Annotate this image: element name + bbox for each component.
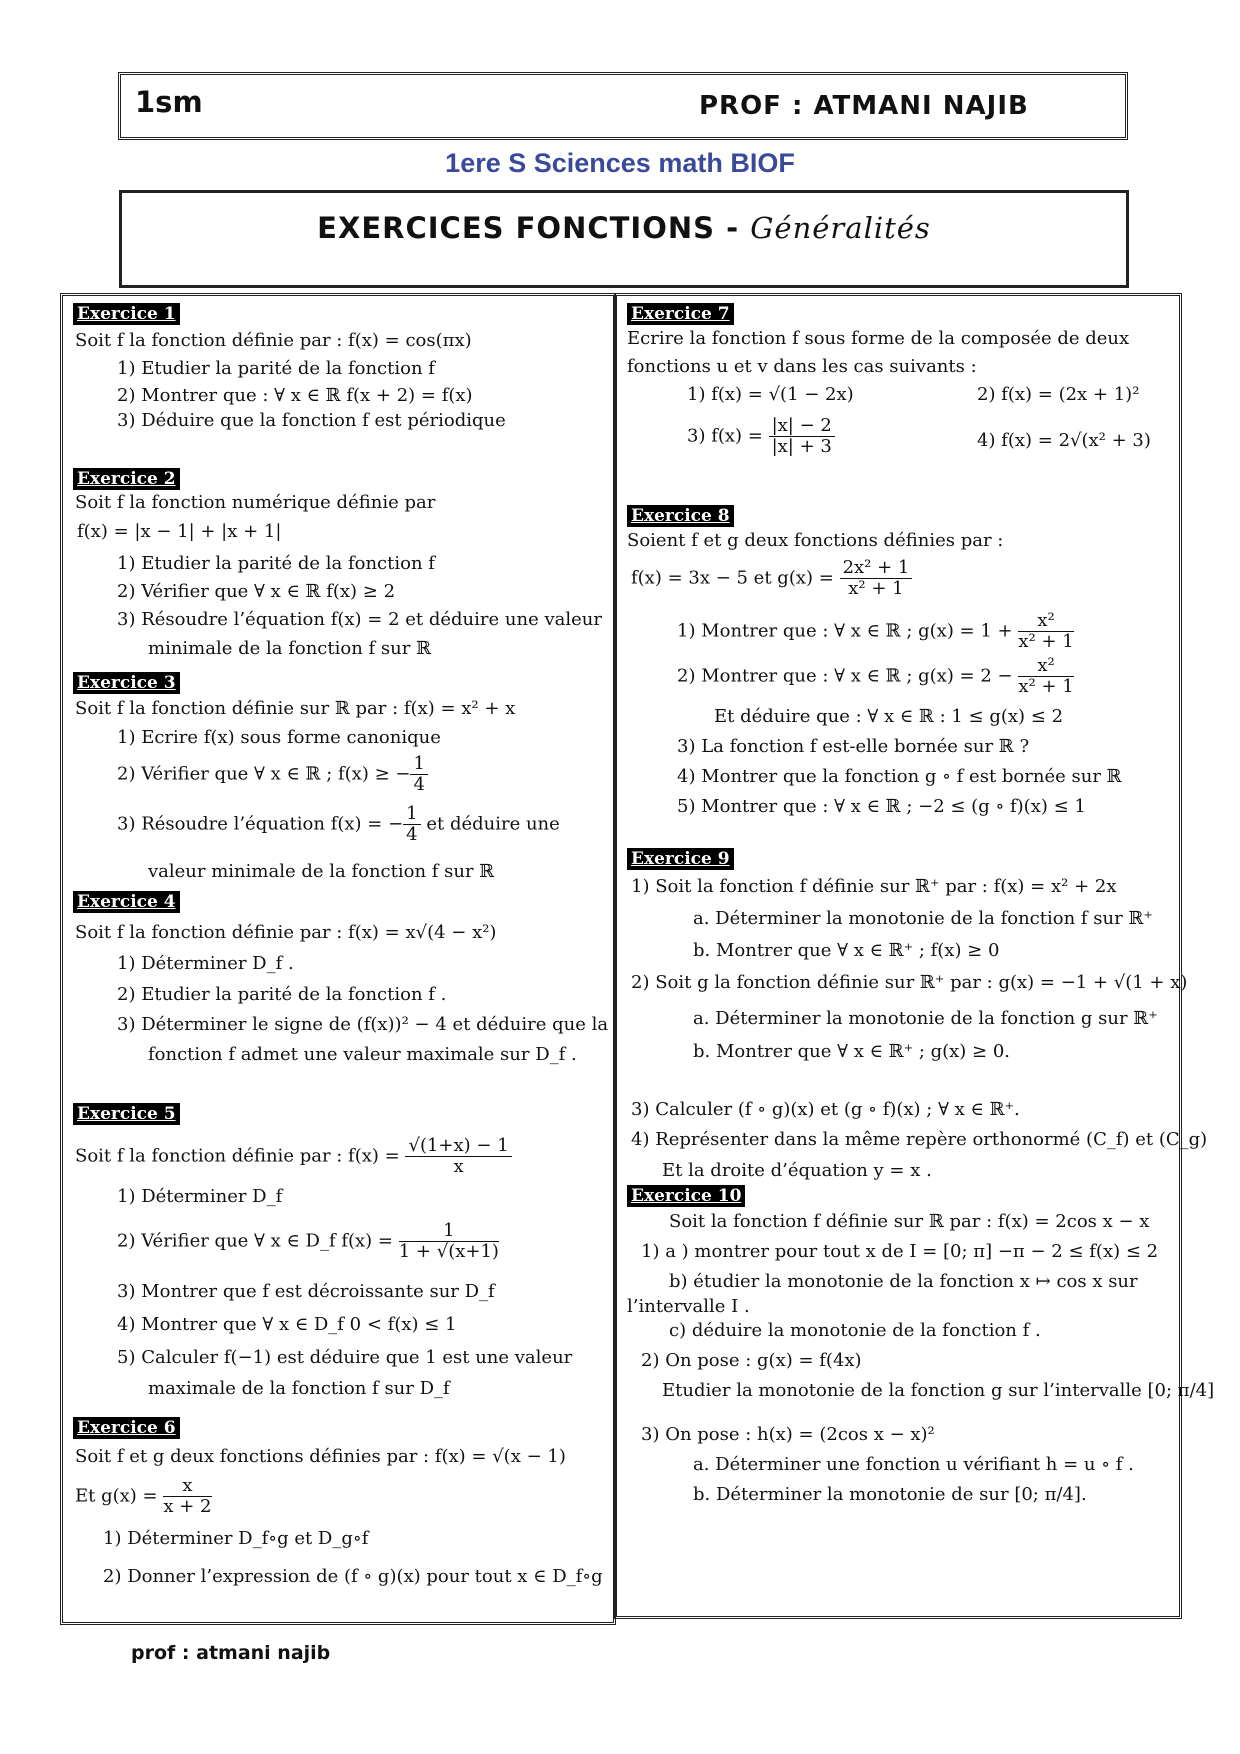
- exercise-3-heading: Exercice 3: [73, 672, 180, 694]
- ex9-part2-a: a. Déterminer la monotonie de la fonction g sur ℝ⁺: [693, 1008, 1158, 1029]
- exercise-2-heading: Exercice 2: [73, 468, 180, 490]
- footer-author: prof : atmani najib: [131, 1642, 331, 1664]
- teacher-name: PROF : ATMANI NAJIB: [699, 91, 1029, 121]
- ex8-statement: Soient f et g deux fonctions définies par :: [627, 530, 1004, 551]
- ex5-q5-cont: maximale de la fonction f sur D_f: [148, 1378, 450, 1399]
- ex7-case4: 4) f(x) = 2√(x² + 3): [977, 430, 1151, 451]
- ex10-statement: Soit la fonction f définie sur ℝ par : f(x) = 2cos x − x: [669, 1211, 1150, 1232]
- fraction: $\frac{\text{x²}}{\text{x² + 1}}$: [1018, 610, 1074, 652]
- ex5-q1: 1) Déterminer D_f: [117, 1186, 283, 1207]
- ex2-function: f(x) = |x − 1| + |x + 1|: [77, 521, 282, 542]
- fraction: $\frac{x}{x + 2}$: [163, 1475, 212, 1517]
- ex7-case1: 1) f(x) = √(1 − 2x): [687, 384, 854, 405]
- ex8-q1: 1) Montrer que : ∀ x ∈ ℝ ; g(x) = 1 + $\frac{\text{x²}}{\text{x² + 1}}$: [677, 610, 1074, 652]
- right-column: [614, 293, 1215, 1619]
- ex10-q3a: a. Déterminer une fonction u vérifiant h = u ∘ f .: [693, 1454, 1134, 1475]
- exercise-8-heading: Exercice 8: [627, 505, 734, 527]
- title-box: [119, 190, 1129, 288]
- ex7-statement-cont: fonctions u et v dans les cas suivants :: [627, 356, 977, 377]
- ex5-q2: 2) Vérifier que ∀ x ∈ D_f f(x) = $\frac{1}{1 + √(x+1)}$: [117, 1220, 499, 1262]
- header-box: [118, 72, 1128, 140]
- fraction: $\frac{1}{4}$: [410, 754, 427, 795]
- exercise-1-heading: Exercice 1: [73, 303, 180, 325]
- ex10-q1b-cont: l’intervalle I .: [627, 1296, 750, 1317]
- ex2-statement: Soit f la fonction numérique définie par: [75, 492, 436, 513]
- exercise-7-heading: Exercice 7: [627, 303, 734, 325]
- ex3-statement: Soit f la fonction définie sur ℝ par : f(x) = x² + x: [75, 698, 516, 719]
- ex2-q1: 1) Etudier la parité de la fonction f: [117, 553, 435, 574]
- ex4-q3: 3) Déterminer le signe de (f(x))² − 4 et déduire que la: [117, 1014, 609, 1035]
- ex3-q2: 2) Vérifier que ∀ x ∈ ℝ ; f(x) ≥ − $\frac{1}{4}$: [117, 754, 428, 795]
- ex9-part1-b: b. Montrer que ∀ x ∈ ℝ⁺ ; f(x) ≥ 0: [693, 940, 1000, 961]
- ex9-part4-cont: Et la droite d’équation y = x .: [662, 1160, 932, 1181]
- ex6-q2: 2) Donner l’expression de (f ∘ g)(x) pour tout x ∈ D_f∘g: [103, 1566, 603, 1587]
- ex4-q2: 2) Etudier la parité de la fonction f .: [117, 984, 447, 1005]
- exercise-6-heading: Exercice 6: [73, 1417, 180, 1439]
- ex9-part4: 4) Représenter dans la même repère orthonormé (C_f) et (C_g): [631, 1129, 1208, 1150]
- ex10-q3b: b. Déterminer la monotonie de sur [0; π/4].: [693, 1484, 1087, 1505]
- title-separator: -: [715, 211, 751, 245]
- class-level: 1sm: [135, 85, 203, 119]
- ex10-q1b: b) étudier la monotonie de la fonction x ↦ cos x sur: [669, 1271, 1138, 1292]
- ex2-q3: 3) Résoudre l’équation f(x) = 2 et déduire une valeur: [117, 609, 602, 630]
- fraction: $\frac{\text{x²}}{\text{x² + 1}}$: [1018, 655, 1074, 697]
- fraction: $\frac{√(1+x) - 1}{x}$: [405, 1136, 511, 1177]
- ex4-statement: Soit f la fonction définie par : f(x) = x√(4 − x²): [75, 922, 497, 943]
- ex4-q3-cont: fonction f admet une valeur maximale sur D_f .: [148, 1044, 577, 1065]
- ex10-q2-task: Etudier la monotonie de la fonction g sur l’intervalle [0; π/4]: [662, 1380, 1215, 1401]
- ex2-q2: 2) Vérifier que ∀ x ∈ ℝ f(x) ≥ 2: [117, 581, 396, 602]
- ex8-q2-deduce: Et déduire que : ∀ x ∈ ℝ : 1 ≤ g(x) ≤ 2: [714, 706, 1064, 727]
- ex9-part2: 2) Soit g la fonction définie sur ℝ⁺ par : g(x) = −1 + √(1 + x): [631, 972, 1188, 993]
- ex1-q3: 3) Déduire que la fonction f est périodique: [117, 410, 506, 431]
- ex5-q3: 3) Montrer que f est décroissante sur D_f: [117, 1281, 495, 1302]
- ex7-statement: Ecrire la fonction f sous forme de la composée de deux: [627, 328, 1130, 349]
- fraction: $\frac{1}{1 + √(x+1)}$: [398, 1220, 499, 1262]
- ex9-part1: 1) Soit la fonction f définie sur ℝ⁺ par : f(x) = x² + 2x: [631, 876, 1117, 897]
- ex5-statement: Soit f la fonction définie par : f(x) = $\frac{√(1+x) - 1}{x}$: [75, 1136, 512, 1177]
- exercise-10-heading: Exercice 10: [627, 1185, 745, 1207]
- left-column: [60, 293, 616, 1625]
- ex3-q3-cont: valeur minimale de la fonction f sur ℝ: [148, 861, 495, 882]
- exercise-5-heading: Exercice 5: [73, 1103, 180, 1125]
- ex8-q4: 4) Montrer que la fonction g ∘ f est bornée sur ℝ: [677, 766, 1122, 787]
- ex6-q1: 1) Déterminer D_f∘g et D_g∘f: [103, 1528, 369, 1549]
- ex8-definitions: f(x) = 3x − 5 et g(x) = $\frac{\text{2x² + 1}}{\text{x² + 1}}$: [631, 558, 912, 599]
- ex7-case2: 2) f(x) = (2x + 1)²: [977, 384, 1140, 405]
- ex2-q3-cont: minimale de la fonction f sur ℝ: [148, 638, 432, 659]
- ex10-q1c: c) déduire la monotonie de la fonction f .: [669, 1320, 1041, 1341]
- ex8-q2: 2) Montrer que : ∀ x ∈ ℝ ; g(x) = 2 − $\frac{\text{x²}}{\text{x² + 1}}$: [677, 655, 1074, 697]
- ex7-case3: 3) f(x) = $\frac{|x| - 2}{|x| + 3}$: [687, 416, 835, 457]
- ex1-q1: 1) Etudier la parité de la fonction f: [117, 358, 435, 379]
- ex4-q1: 1) Déterminer D_f .: [117, 953, 294, 974]
- ex1-statement: Soit f la fonction définie par : f(x) = cos(πx): [75, 330, 472, 351]
- title-sub: Généralités: [750, 211, 931, 245]
- ex10-q2: 2) On pose : g(x) = f(4x): [641, 1350, 862, 1371]
- ex8-q3: 3) La fonction f est-elle bornée sur ℝ ?: [677, 736, 1030, 757]
- ex3-q1: 1) Ecrire f(x) sous forme canonique: [117, 727, 441, 748]
- ex9-part3: 3) Calculer (f ∘ g)(x) et (g ∘ f)(x) ; ∀ x ∈ ℝ⁺.: [631, 1099, 1020, 1120]
- ex6-statement: Soit f et g deux fonctions définies par : f(x) = √(x − 1): [75, 1446, 566, 1467]
- fraction: $\frac{|x| - 2}{|x| + 3}$: [769, 416, 835, 457]
- fraction: $\frac{1}{4}$: [403, 804, 420, 845]
- ex9-part1-a: a. Déterminer la monotonie de la fonction f sur ℝ⁺: [693, 908, 1153, 929]
- subtitle: 1ere S Sciences math BIOF: [445, 148, 795, 178]
- ex6-g-definition: Et g(x) = $\frac{x}{x + 2}$: [75, 1475, 212, 1517]
- ex10-q1a: 1) a ) montrer pour tout x de I = [0; π] −π − 2 ≤ f(x) ≤ 2: [641, 1241, 1159, 1262]
- ex10-q3: 3) On pose : h(x) = (2cos x − x)²: [641, 1424, 935, 1445]
- exercise-4-heading: Exercice 4: [73, 891, 180, 913]
- title-main: EXERCICES FONCTIONS: [317, 211, 716, 245]
- ex1-q2: 2) Montrer que : ∀ x ∈ ℝ f(x + 2) = f(x): [117, 385, 473, 406]
- ex5-q5: 5) Calculer f(−1) est déduire que 1 est une valeur: [117, 1347, 573, 1368]
- ex8-q5: 5) Montrer que : ∀ x ∈ ℝ ; −2 ≤ (g ∘ f)(x) ≤ 1: [677, 796, 1086, 817]
- ex9-part2-b: b. Montrer que ∀ x ∈ ℝ⁺ ; g(x) ≥ 0.: [693, 1041, 1011, 1062]
- ex5-q4: 4) Montrer que ∀ x ∈ D_f 0 < f(x) ≤ 1: [117, 1314, 457, 1335]
- fraction: $\frac{\text{2x² + 1}}{\text{x² + 1}}$: [840, 558, 913, 599]
- exercise-9-heading: Exercice 9: [627, 848, 734, 870]
- ex3-q3: 3) Résoudre l’équation f(x) = − $\frac{1}{4}$ et déduire une: [117, 803, 560, 845]
